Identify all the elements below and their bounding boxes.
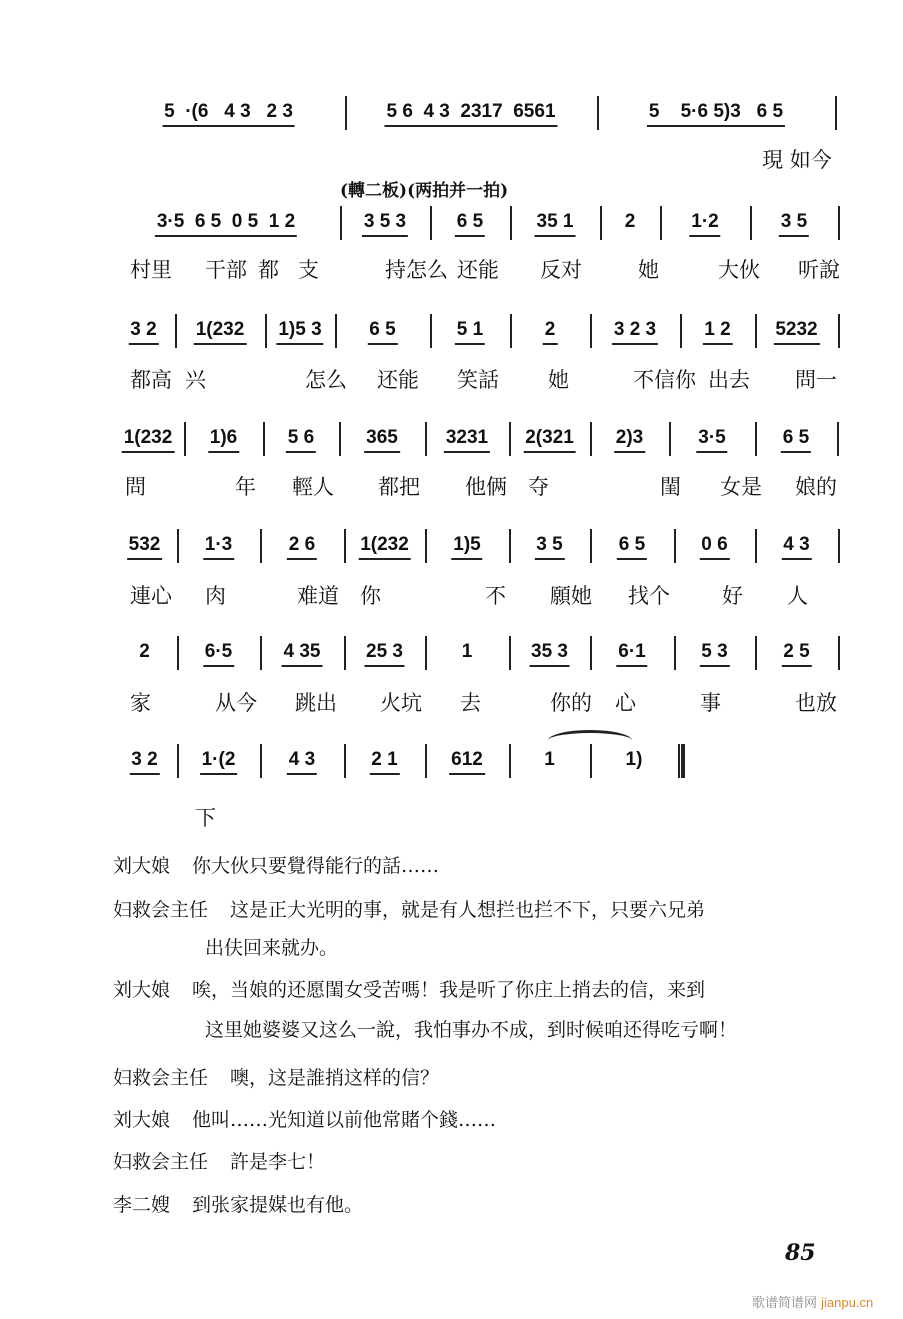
lyric: 人	[787, 584, 808, 608]
bar-line	[184, 422, 186, 456]
measure-notes: 1	[461, 641, 473, 662]
lyric: 連心	[130, 584, 172, 608]
bar-line	[339, 422, 341, 456]
dialogue-line	[113, 1193, 363, 1217]
measure-notes: 3 2 3	[612, 320, 658, 345]
lyric: 你的	[550, 691, 592, 715]
lyric: 都把	[378, 475, 420, 499]
measure-notes: 5 5·6 5)3 6 5	[647, 102, 785, 127]
lyric: 也放	[795, 691, 837, 715]
bar-line	[177, 529, 179, 563]
dialogue-text: 你大伙只要覺得能行的話……	[192, 855, 440, 877]
measure-notes: 3·5 6 5 0 5 1 2	[155, 212, 297, 237]
bar-line	[345, 96, 347, 130]
lyric: 兴	[185, 368, 206, 392]
lyric: 怎么	[305, 368, 347, 392]
bar-line	[510, 314, 512, 348]
bar-line	[425, 422, 427, 456]
bar-line	[838, 636, 840, 670]
bar-line	[425, 636, 427, 670]
dialogue-text: 这是正大光明的事，就是有人想拦也拦不下，只要六兄弟	[230, 899, 706, 921]
bar-line	[260, 744, 262, 778]
measure-notes: 5 6	[286, 428, 316, 453]
measure-notes: 532	[127, 535, 163, 560]
lyric: 不	[485, 584, 506, 608]
measure-notes: 3 2	[128, 320, 158, 345]
dialogue-line	[113, 978, 705, 1002]
bar-line	[755, 636, 757, 670]
bar-line	[838, 529, 840, 563]
bar-line	[755, 422, 757, 456]
bar-line	[590, 636, 592, 670]
dialogue-line	[113, 1108, 496, 1132]
lyric: 問一	[795, 368, 837, 392]
lyric: 跳出	[295, 691, 337, 715]
measure-notes: 6 5	[781, 428, 811, 453]
measure-notes: 4 3	[287, 750, 317, 775]
lyric: 閨	[660, 475, 681, 499]
lyric: 持怎么	[385, 258, 448, 282]
bar-line	[510, 206, 512, 240]
measure-notes: 3 5 3	[362, 212, 408, 237]
bar-line	[430, 314, 432, 348]
bar-line	[755, 529, 757, 563]
lyric: 年	[235, 475, 256, 499]
bar-line	[335, 314, 337, 348]
bar-line	[263, 422, 265, 456]
bar-line	[680, 314, 682, 348]
lyric: 去	[460, 691, 481, 715]
watermark-site: jianpu.cn	[821, 1295, 874, 1310]
measure-notes: 2(321	[523, 428, 576, 453]
dialogue-text: 許是李七！	[230, 1151, 326, 1173]
lyric: 难道	[297, 584, 339, 608]
bar-line	[674, 636, 676, 670]
lyric: 好	[722, 584, 743, 608]
page-number: 85	[785, 1240, 816, 1266]
measure-notes: 4 3	[781, 535, 811, 560]
measure-notes: 5232	[773, 320, 819, 345]
bar-line	[755, 314, 757, 348]
dialogue-line	[113, 854, 439, 878]
bar-line	[260, 636, 262, 670]
measure-notes: 6·1	[616, 642, 647, 667]
lyric: 干部	[205, 258, 247, 282]
bar-line	[590, 422, 592, 456]
measure-notes: 1·2	[689, 212, 720, 237]
dialogue-text: 噢，这是誰捎这样的信？	[230, 1067, 440, 1089]
measure-notes: 365	[364, 428, 400, 453]
measure-notes: 3231	[444, 428, 490, 453]
bar-line	[509, 744, 511, 778]
lyric: 現 如今	[762, 148, 832, 172]
dialogue-text: 他叫……光知道以前他常賭个錢……	[192, 1109, 497, 1131]
measure-notes: 2	[624, 211, 636, 232]
lyric: 火坑	[380, 691, 422, 715]
lyric: 从今	[215, 691, 257, 715]
lyric: 女是	[720, 475, 762, 499]
bar-line	[177, 636, 179, 670]
speaker-name: 刘大娘	[113, 979, 171, 1001]
measure-notes: 6 5	[367, 320, 397, 345]
dialogue-continuation: 这里她婆婆又这么一說，我怕事办不成，到时候咱还得吃亏啊！	[205, 1019, 738, 1041]
watermark-cn: 歌谱简谱网	[752, 1296, 818, 1311]
lyric: 肉	[205, 584, 226, 608]
bar-line	[838, 314, 840, 348]
bar-line	[425, 529, 427, 563]
lyric: 都高	[130, 368, 172, 392]
speaker-name: 刘大娘	[113, 1109, 171, 1131]
measure-notes: 2 5	[781, 642, 811, 667]
measure-notes: 3 5	[534, 535, 564, 560]
bar-line	[674, 529, 676, 563]
dialogue-line	[113, 1066, 439, 1090]
bar-line	[750, 206, 752, 240]
speaker-name: 刘大娘	[113, 855, 171, 877]
measure-notes: 3 5	[779, 212, 809, 237]
lyric: 不信你	[633, 368, 696, 392]
measure-notes: 4 35	[282, 642, 323, 667]
dialogue-text: 到张家提媒也有他。	[192, 1194, 364, 1216]
bar-line	[669, 422, 671, 456]
tempo-annotation: (轉二板)(两拍并一拍)	[340, 181, 509, 201]
measure-notes: 5 ·(6 4 3 2 3	[162, 102, 295, 127]
dialogue-continuation: 出伕回来就办。	[205, 937, 339, 959]
measure-notes: 35 3	[529, 642, 570, 667]
lyric: 願她	[550, 584, 592, 608]
measure-notes: 1 2	[702, 320, 732, 345]
lyric: 听說	[798, 258, 840, 282]
measure-notes: 5 3	[699, 642, 729, 667]
bar-line	[340, 206, 342, 240]
measure-notes: 2	[543, 320, 558, 345]
measure-notes: 6·5	[203, 642, 234, 667]
measure-notes: 1(232	[194, 320, 247, 345]
lyric: 还能	[377, 368, 419, 392]
lyric: 找个	[628, 584, 670, 608]
measure-notes: 35 1	[535, 212, 576, 237]
lyric: 他俩	[465, 475, 507, 499]
lyric: 她	[638, 258, 659, 282]
lyric: 都	[258, 258, 279, 282]
watermark	[752, 1292, 873, 1311]
dialogue-line	[113, 1150, 325, 1174]
lyric: 还能	[457, 258, 499, 282]
measure-notes: 25 3	[364, 642, 405, 667]
bar-line	[509, 636, 511, 670]
bar-line	[590, 314, 592, 348]
measure-notes: 1)5 3	[276, 320, 323, 345]
bar-line	[344, 744, 346, 778]
measure-notes: 1(232	[358, 535, 411, 560]
lyric: 支	[298, 258, 319, 282]
bar-line	[590, 529, 592, 563]
bar-line	[177, 744, 179, 778]
bar-line	[265, 314, 267, 348]
bar-line	[597, 96, 599, 130]
bar-line	[838, 206, 840, 240]
lyric: 娘的	[795, 475, 837, 499]
lyric: 笑話	[457, 368, 499, 392]
lyric: 下	[195, 806, 216, 830]
lyric: 村里	[130, 258, 172, 282]
measure-notes: 1	[544, 749, 555, 770]
bar-line	[660, 206, 662, 240]
bar-line	[509, 529, 511, 563]
measure-notes: 2 1	[369, 750, 399, 775]
measure-notes: 1)5	[451, 535, 482, 560]
lyric: 輕人	[292, 475, 334, 499]
bar-line	[260, 529, 262, 563]
bar-line	[430, 206, 432, 240]
measure-notes: 3 2	[129, 750, 159, 775]
speaker-name: 妇救会主任	[113, 1151, 209, 1173]
measure-notes: 6 5	[455, 212, 485, 237]
speaker-name: 李二嫂	[113, 1194, 171, 1216]
speaker-name: 妇救会主任	[113, 1067, 209, 1089]
dialogue-text: 唉，当娘的还愿閨女受苦嗎！我是听了你庄上捎去的信，来到	[192, 979, 706, 1001]
measure-notes: 6 5	[617, 535, 647, 560]
bar-line	[175, 314, 177, 348]
lyric: 夺	[528, 475, 549, 499]
measure-notes: 0 6	[699, 535, 729, 560]
measure-notes: 5 6 4 3 2317 6561	[384, 102, 557, 127]
measure-notes: 5 1	[455, 320, 485, 345]
lyric: 家	[130, 691, 151, 715]
measure-notes: 1(232	[122, 428, 175, 453]
measure-notes: 2 6	[287, 535, 317, 560]
lyric: 大伙	[718, 258, 760, 282]
lyric: 事	[700, 691, 721, 715]
measure-notes: 1)6	[208, 428, 239, 453]
lyric: 你	[360, 584, 381, 608]
measure-notes: 1·3	[203, 535, 234, 560]
lyric: 出去	[708, 368, 750, 392]
bar-line	[590, 744, 592, 778]
bar-line	[344, 636, 346, 670]
lyric: 她	[548, 368, 569, 392]
measure-notes: 2	[139, 641, 150, 662]
bar-line	[835, 96, 837, 130]
lyric: 問	[125, 475, 146, 499]
bar-line	[509, 422, 511, 456]
final-double-bar	[678, 744, 685, 778]
bar-line	[425, 744, 427, 778]
bar-line	[344, 529, 346, 563]
measure-notes: 2)3	[614, 428, 645, 453]
measure-notes: 3·5	[696, 428, 727, 453]
lyric: 反对	[540, 258, 582, 282]
lyric: 心	[615, 691, 636, 715]
measure-notes: 1·(2	[200, 750, 238, 775]
bar-line	[837, 422, 839, 456]
measure-notes: 612	[449, 750, 485, 775]
speaker-name: 妇救会主任	[113, 899, 209, 921]
bar-line	[600, 206, 602, 240]
dialogue-line	[113, 898, 705, 922]
measure-notes: 1)	[625, 749, 643, 770]
